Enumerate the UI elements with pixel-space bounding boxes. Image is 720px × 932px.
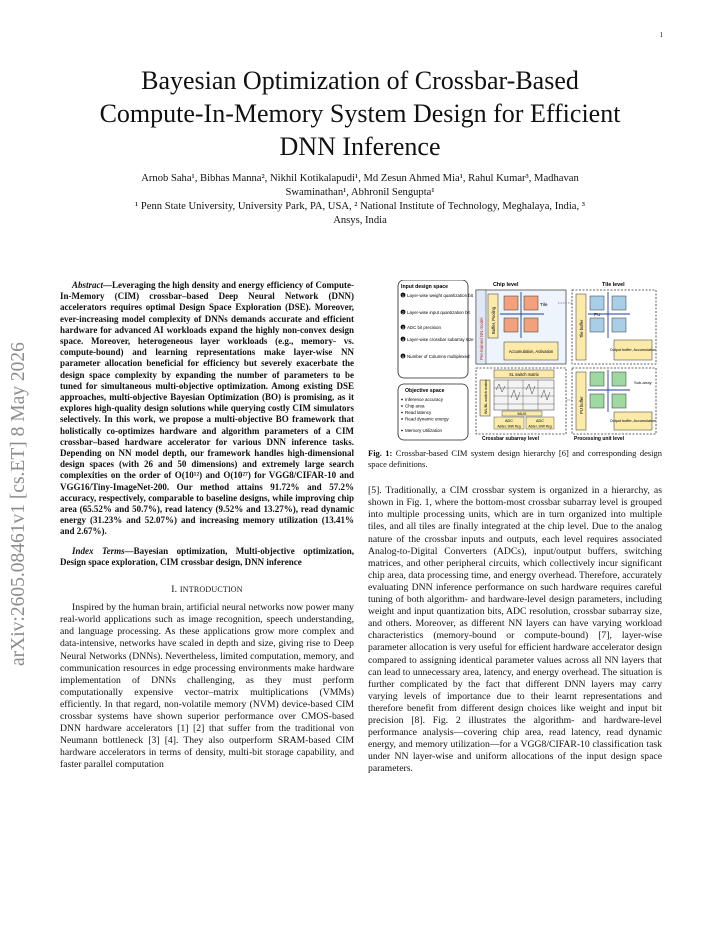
input-item-num: 4 <box>402 337 404 342</box>
author-line: Swaminathan¹, Abhronil Sengupta¹ <box>285 187 435 198</box>
caption-label: Fig. 1: <box>368 448 393 458</box>
abstract-text: —Leveraging the high density and energy efficiency of Compute-In-Memory (CIM) crossbar–based Deep Neural Network (DNN) accelerators requires optimal Design Space Exploration (DSE). Moreover, ever-increasing model complexity of DNNs demands accurate and efficient hardware for advanced AI workloads expand the highly non-convex design space. Moreover, heterogeneous layer workloads (e.g., memory- vs. compute-bound) and learning representations make layer-wise NN parameter allocation beneficial for efficiency but severely exacerbate the design space complexity by expanding the number of parameters to be tuned for simultaneous multi-objective optimization. Among existing DSE approaches, multi-objective Bayesian Optimization (BO) is promising, as it explores high-quality design solutions while querying costly CIM simulators selectively. In this work, we propose a multi-objective BO framework that holistically co-optimizes hardware and algorithm parameters of a CIM crossbar–based hardware accelerator for various DNN inference tasks. Depending on NN model depth, our framework handles high-dimensional design spaces (with 26 and 50 dimensions) and extremely large search complexities on the order of O(10¹²) and O(10²⁷) for VGG8/CIFAR-10 and VGG16/Tiny-ImageNet-200. Our method attains 91.72% and 57.2% accuracy, respectively, comparable to baseline designs, while improving chip area (65.52% and 50.7%), read latency (9.52% and 13.27%), read dynamic energy (31.23% and 52.07%) and increasing memory utilization (13.41% and 2.67%). <box>60 280 354 537</box>
input-item-num: 1 <box>402 293 404 298</box>
pu-level-label: Processing unit level <box>574 436 625 442</box>
chip-level-label: Chip level <box>493 282 519 288</box>
adc-label: ADC <box>504 419 514 423</box>
objective-item: Chip area <box>405 403 425 409</box>
buffer-pooling-label: Buffer, Pooling <box>491 306 496 334</box>
input-item <box>401 310 471 315</box>
author-block <box>60 172 660 228</box>
left-column <box>60 280 354 771</box>
input-item-text: Layer-wise weight quantization bit <box>407 293 473 298</box>
input-item <box>401 293 474 298</box>
pu-label: PU <box>594 312 601 317</box>
tile-level-label: Tile level <box>602 282 625 288</box>
objective-item: Memory Utilization <box>405 428 443 433</box>
crossbar-level-label: Crossbar subarray level <box>482 436 539 442</box>
tile-label: Tile <box>540 303 548 308</box>
affiliation-line: ¹ Penn State University, University Park, PA, USA, ² National Institute of Technology, Meghalaya, India, ³ <box>135 201 585 212</box>
title-line: Compute-In-Memory System Design for Efficient <box>99 99 621 128</box>
input-space-title: Input design space <box>401 284 448 290</box>
input-item-text: Layer-wise crossbar subarray size <box>407 337 474 342</box>
adc-label-2: ADC <box>535 419 545 423</box>
paper-title <box>60 64 660 163</box>
page-number: 1 <box>659 31 663 39</box>
figure-caption <box>368 448 662 469</box>
input-item-num: 5 <box>402 354 404 359</box>
objective-space-title: Objective space <box>405 388 445 394</box>
input-item <box>401 325 442 330</box>
figure-1 <box>368 280 662 442</box>
input-item-text: Layer-wise input quantization bit <box>407 310 470 315</box>
objective-item: Inference accuracy <box>405 397 444 402</box>
title-line: DNN Inference <box>279 132 441 161</box>
input-item-num: 2 <box>402 310 404 315</box>
index-terms <box>60 546 354 568</box>
index-terms-label: Index Terms <box>72 545 125 556</box>
accumulation-activation-label: Accumulation, Activation <box>508 349 554 354</box>
section-heading <box>60 584 354 596</box>
abstract <box>60 280 354 538</box>
input-item-num: 3 <box>402 325 404 330</box>
objective-item: Read latency <box>405 410 432 415</box>
wl-bl-switch-label: WL/BL switch matrix <box>484 379 488 414</box>
caption-text: Crossbar-based CIM system design hierarchy [6] and corresponding design space definitions. <box>368 448 663 469</box>
sl-switch-label: SL switch matrix <box>509 372 539 377</box>
pu-output-buffer-label: Output buffer, Accumulation <box>609 419 657 423</box>
pretrained-label: Pre-trained NN model <box>479 317 484 360</box>
section-number: I. <box>171 584 178 596</box>
title-line: Bayesian Optimization of Crossbar-Based <box>141 66 579 95</box>
tile-buffer-label: Tile buffer <box>579 319 584 338</box>
right-column <box>368 280 662 775</box>
input-item-text: ADC bit precision <box>407 325 441 330</box>
subarray-label: Sub-array <box>634 380 652 385</box>
input-item-text: Number of Columns multiplexed <box>407 354 470 359</box>
index-terms-text: —Bayesian optimization, Multi-objective optimization, Design space exploration, CIM crossbar design, DNN inference <box>60 545 354 567</box>
arxiv-identifier <box>2 260 32 668</box>
affiliation-line: Ansys, India <box>333 215 387 226</box>
pu-buffer-label: PU buffer <box>579 396 584 414</box>
input-item <box>401 337 475 342</box>
intro-paragraph-right: [5]. Traditionally, a CIM crossbar system is organized in a hierarchy, as shown in Fig. 1, where the bottom-most crossbar subarray level is grouped into multiple processing units, which are in turn organized into multiple tiles, and all tiles are finally integrated at the chip level. Due to the analog nature of the crossbar inputs and outputs, each level requires associated Analog-to-Digital Converters (ADCs), input/output buffers, switching matrices, and other peripheral circuits, which collectively incur significant chip area, data processing time, and energy overhead. Therefore, accurately evaluating DNN inference performance on such hardware requires careful tuning of both algorithm- and hardware-level design parameters, including weight and input quantization bits, ADC resolution, crossbar subarray size, and others. Moreover, as different NN layers can have varying workload characteristics (memory-bound or compute-bound) [7], layer-wise parameter allocation is very useful for efficient hardware accelerator design compared to assigning identical parameter values across all NN layers that can lead to unnecessary area, latency, and energy overhead. The situation is further complicated by the fact that different DNN layers may carry varying levels of importance due to their learnt representations and therefore benefit from different design choices like weight and input bit precision [8]. Fig. 2 illustrates the algorithm- and hardware-level performance analysis—covering chip area, read latency, read dynamic energy, and memory utilization—for a VGG8/CIFAR-10 classification task under NN layer-wise and uniform allocations of the input design space parameters. <box>368 485 662 775</box>
abstract-label: Abstract <box>72 280 104 290</box>
mux-label: MUX <box>517 411 527 416</box>
adder-shift-label-2: Adder, Shift Reg <box>528 424 552 429</box>
tile-output-buffer-label: Output buffer, Accumulation <box>609 348 657 352</box>
arxiv-text: arXiv:2605.08461v1 [cs.ET] 8 May 2026 <box>8 342 29 666</box>
adder-shift-label: Adder, Shift Reg <box>497 424 521 429</box>
objective-item: Read dynamic energy <box>405 416 449 422</box>
input-item <box>401 354 470 359</box>
section-title: INTRODUCTION <box>179 585 243 595</box>
author-line: Arnob Saha¹, Bibhas Manna², Nikhil Kotikalapudi¹, Md Zesun Ahmed Mia¹, Rahul Kumar³, Madhavan <box>141 173 579 184</box>
intro-paragraph-left: Inspired by the human brain, artificial neural networks now power many real-world applications such as image recognition, speech understanding, and language processing. As these applications grow more complex and data-intensive, networks have scaled in depth and size, giving rise to Deep Neural Networks (DNNs). Nevertheless, limited computation, memory, and communication resources in edge processing environments make hardware implementation of DNNs challenging, as they must perform computationally expensive vector–matrix multiplications (VMMs) efficiently. In that regard, non-volatile memory (NVM) device-based CIM crossbar systems have shown superior performance over CMOS-based DNN hardware accelerators [1] [2] that suffer from the traditional von Neumann bottleneck [3] [4]. They also outperform SRAM-based CIM hardware accelerators in terms of density, multi-bit storage capability, and faster parallel computation <box>60 602 354 771</box>
